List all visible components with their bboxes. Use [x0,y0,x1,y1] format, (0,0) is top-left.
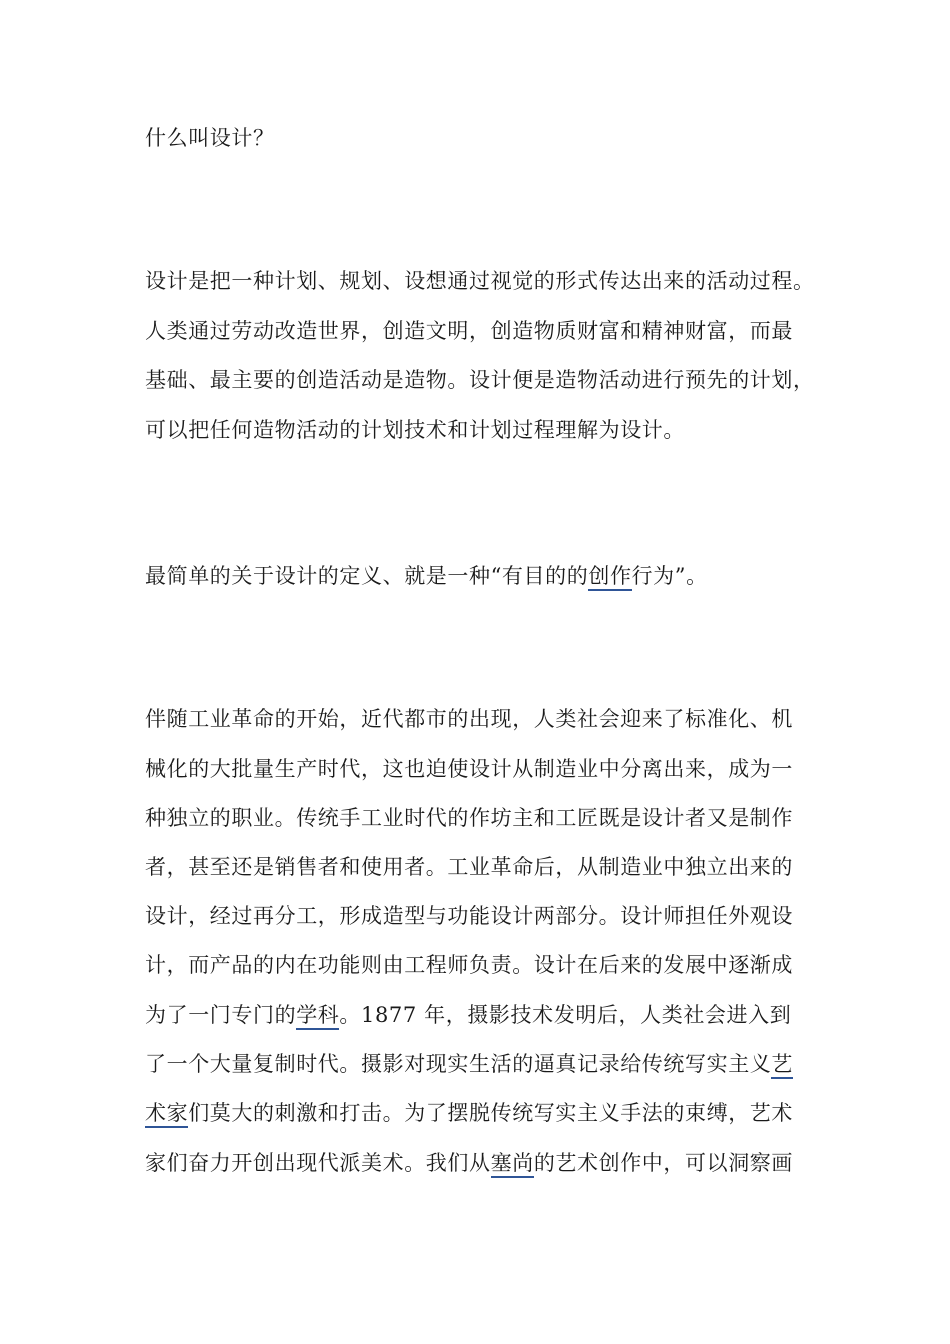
paragraph-line: 可以把任何造物活动的计划技术和计划过程理解为设计。 [145,418,685,442]
heading: 什么叫设计？ [145,126,275,150]
text-segment: 家们奋力开创出现代派美术。我们从 [145,1151,491,1175]
text-segment: 了一个大量复制时代。摄影对现实生活的逼真记录给传统写实主义 [145,1052,772,1076]
paragraph-line [145,1099,810,1127]
paragraph-line: 种独立的职业。传统手工业时代的作坊主和工匠既是设计者又是制作 [145,806,793,830]
paragraph-line: 计，而产品的内在功能则由工程师负责。设计在后来的发展中逐渐成 [145,953,793,977]
text-segment: 们莫大的刺激和打击。为了摆脱传统写实主义手法的束缚，艺术 [188,1101,794,1125]
text-segment: 。1877 年，摄影技术发明后，人类社会进入到 [339,1003,792,1027]
text-segment: 的艺术创作中，可以洞察画 [533,1151,794,1175]
paragraph-line: 设计，经过再分工，形成造型与功能设计两部分。设计师担任外观设 [145,904,793,928]
paragraph-line: 伴随工业革命的开始，近代都市的出现，人类社会迎来了标准化、机 [145,707,793,731]
link-yishujia-part2[interactable]: 术家 [145,1101,188,1128]
paragraph-line [145,1149,810,1177]
text-segment: 最简单的关于设计的定义、就是一种“有目的的 [145,564,589,588]
link-chuangzuo[interactable]: 创作 [588,564,631,591]
paragraph-line [145,562,810,590]
paragraph-line: 人类通过劳动改造世界，创造文明，创造物质财富和精神财富，而最 [145,319,793,343]
text-segment: 为了一门专门的 [145,1003,297,1027]
paragraph-line [145,1050,810,1078]
paragraph-line: 基础、最主要的创造活动是造物。设计便是造物活动进行预先的计划， [145,368,815,392]
text-segment: 行为”。 [631,564,708,588]
paragraph-line: 械化的大批量生产时代，这也迫使设计从制造业中分离出来，成为一 [145,757,793,781]
paragraph-line: 设计是把一种计划、规划、设想通过视觉的形式传达出来的活动过程。 [145,269,815,293]
paragraph-line [145,1001,810,1029]
link-saishang[interactable]: 塞尚 [491,1151,534,1178]
link-xueke[interactable]: 学科 [296,1003,339,1030]
link-yishujia-part1[interactable]: 艺 [771,1052,793,1079]
paragraph-line: 者，甚至还是销售者和使用者。工业革命后，从制造业中独立出来的 [145,855,793,879]
